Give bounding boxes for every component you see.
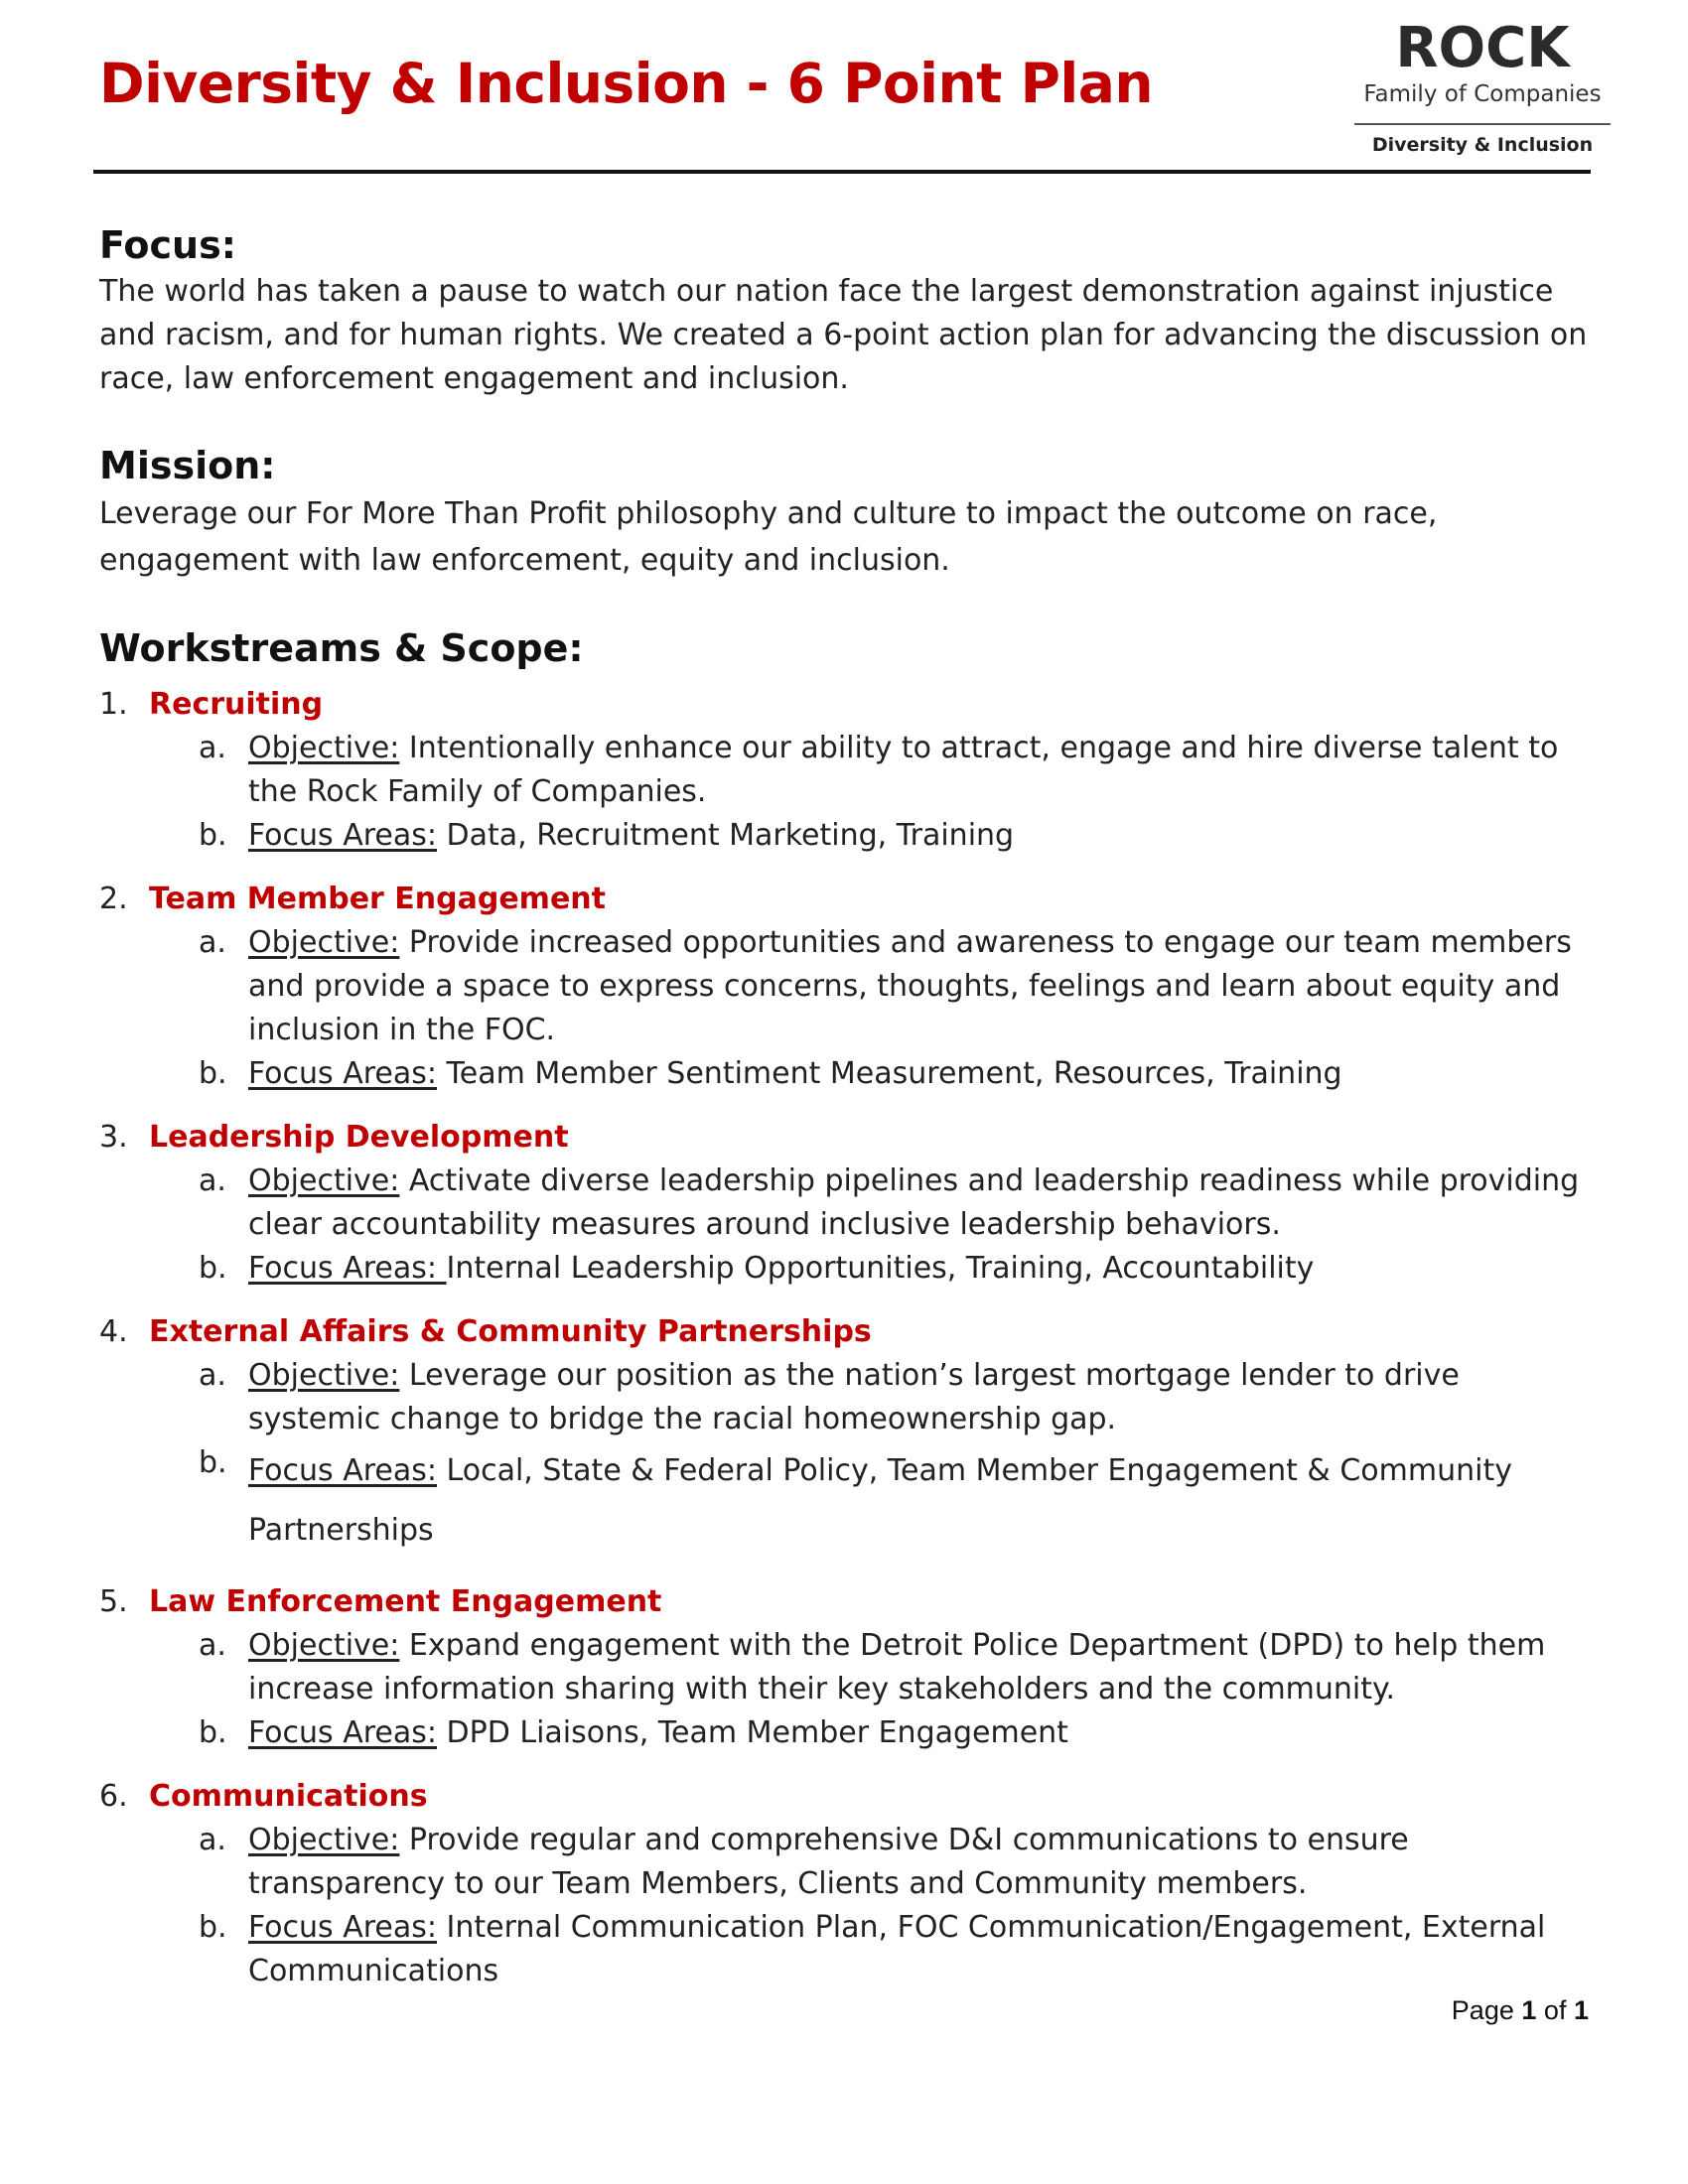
focus-areas-item bbox=[99, 1906, 1589, 1993]
objective-text: Leverage our position as the nation’s largest mortgage lender to drive systemic change to bridge the racial homeownership gap. bbox=[248, 1358, 1460, 1436]
logo-divider bbox=[1354, 123, 1611, 125]
workstream-title: Recruiting bbox=[149, 687, 324, 722]
workstream-title: Communications bbox=[149, 1779, 428, 1814]
header-divider bbox=[93, 170, 1591, 174]
rock-logo bbox=[1348, 18, 1617, 159]
focus-areas-item bbox=[99, 1441, 1589, 1561]
objective-text: Intentionally enhance our ability to attract, engage and hire diverse talent to the Rock Family of Companies. bbox=[248, 731, 1559, 809]
logo-tagline: Family of Companies bbox=[1363, 81, 1602, 107]
mission-heading: Mission: bbox=[99, 444, 276, 487]
objective-text: Provide regular and comprehensive D&I communications to ensure transparency to our Team Members, Clients and Community members. bbox=[248, 1823, 1409, 1901]
workstream-number: 5. bbox=[99, 1584, 128, 1619]
sub-letter: b. bbox=[199, 1715, 227, 1750]
workstream-title: Law Enforcement Engagement bbox=[149, 1584, 662, 1619]
sub-letter: b. bbox=[199, 1251, 227, 1286]
logo-brand: ROCK bbox=[1395, 16, 1570, 80]
sub-letter: a. bbox=[199, 1358, 226, 1393]
workstream-item bbox=[99, 1310, 1589, 1561]
focus-areas-text: Internal Leadership Opportunities, Training, Accountability bbox=[446, 1251, 1315, 1286]
workstream-item bbox=[99, 878, 1589, 1096]
workstream-number: 1. bbox=[99, 687, 128, 722]
workstream-details bbox=[99, 1354, 1589, 1561]
focus-section bbox=[99, 220, 1589, 401]
objective-item bbox=[99, 1354, 1589, 1441]
workstreams-heading: Workstreams & Scope: bbox=[99, 626, 584, 670]
focus-text: The world has taken a pause to watch our nation face the largest demonstration against injustice and racism, and for human rights. We created a 6-point action plan for advancing the discussion on race, law enforcement engagement and inclusion. bbox=[99, 274, 1588, 396]
sub-letter: a. bbox=[199, 925, 226, 960]
sub-letter: a. bbox=[199, 731, 226, 765]
workstream-details bbox=[99, 921, 1589, 1096]
page-total: 1 bbox=[1573, 1995, 1589, 2025]
focus-areas-label: Focus Areas: bbox=[248, 1251, 447, 1286]
document-title: Diversity & Inclusion - 6 Point Plan bbox=[99, 52, 1154, 115]
focus-heading: Focus: bbox=[99, 223, 236, 267]
focus-areas-label: Focus Areas: bbox=[248, 1715, 437, 1750]
objective-item bbox=[99, 1160, 1589, 1247]
workstream-number: 2. bbox=[99, 882, 128, 916]
focus-areas-text: Internal Communication Plan, FOC Communication/Engagement, External Communications bbox=[248, 1910, 1546, 1988]
objective-text: Activate diverse leadership pipelines and leadership readiness while providing clear accountability measures around inclusive leadership behaviors. bbox=[248, 1163, 1580, 1242]
focus-areas-item bbox=[99, 814, 1589, 858]
workstream-item bbox=[99, 683, 1589, 858]
objective-label: Objective: bbox=[248, 1163, 400, 1198]
page-of: of bbox=[1543, 1995, 1567, 2025]
objective-item bbox=[99, 1819, 1589, 1906]
sub-letter: b. bbox=[199, 1445, 227, 1480]
workstream-number: 6. bbox=[99, 1779, 128, 1814]
focus-areas-item bbox=[99, 1052, 1589, 1096]
workstream-details bbox=[99, 1819, 1589, 1993]
workstream-item bbox=[99, 1116, 1589, 1291]
workstream-number: 3. bbox=[99, 1120, 128, 1155]
sub-letter: a. bbox=[199, 1823, 226, 1857]
page-number bbox=[1430, 1995, 1589, 2026]
page-current: 1 bbox=[1521, 1995, 1537, 2025]
focus-areas-label: Focus Areas: bbox=[248, 1056, 437, 1091]
objective-label: Objective: bbox=[248, 1358, 400, 1393]
workstream-title: External Affairs & Community Partnerships bbox=[149, 1314, 872, 1349]
objective-text: Provide increased opportunities and awareness to engage our team members and provide a space to express concerns, thoughts, feelings and learn about equity and inclusion in the FOC. bbox=[248, 925, 1572, 1047]
workstream-title: Team Member Engagement bbox=[149, 882, 606, 916]
objective-label: Objective: bbox=[248, 1823, 400, 1857]
page-word: Page bbox=[1451, 1995, 1514, 2025]
focus-areas-item bbox=[99, 1247, 1589, 1291]
sub-letter: b. bbox=[199, 818, 227, 853]
focus-areas-item bbox=[99, 1711, 1589, 1755]
focus-areas-text: DPD Liaisons, Team Member Engagement bbox=[437, 1715, 1068, 1750]
objective-item bbox=[99, 1624, 1589, 1711]
focus-areas-label: Focus Areas: bbox=[248, 1453, 437, 1488]
workstream-details bbox=[99, 727, 1589, 858]
focus-areas-label: Focus Areas: bbox=[248, 818, 437, 853]
workstreams-list bbox=[99, 683, 1589, 1993]
workstream-title: Leadership Development bbox=[149, 1120, 569, 1155]
mission-section bbox=[99, 441, 1589, 584]
focus-areas-label: Focus Areas: bbox=[248, 1910, 437, 1945]
sub-letter: a. bbox=[199, 1628, 226, 1663]
objective-text: Expand engagement with the Detroit Police Department (DPD) to help them increase information sharing with their key stakeholders and the community. bbox=[248, 1628, 1546, 1706]
workstreams-section bbox=[99, 623, 1589, 1993]
sub-letter: a. bbox=[199, 1163, 226, 1198]
workstream-item bbox=[99, 1775, 1589, 1993]
workstream-number: 4. bbox=[99, 1314, 128, 1349]
mission-text: Leverage our For More Than Profit philosophy and culture to impact the outcome on race, engagement with law enforcement, equity and inclusion. bbox=[99, 496, 1438, 578]
workstream-item bbox=[99, 1580, 1589, 1755]
sub-letter: b. bbox=[199, 1910, 227, 1945]
objective-item bbox=[99, 727, 1589, 814]
document-body bbox=[99, 220, 1589, 2013]
workstream-details bbox=[99, 1624, 1589, 1755]
focus-areas-text: Data, Recruitment Marketing, Training bbox=[437, 818, 1015, 853]
workstream-details bbox=[99, 1160, 1589, 1291]
logo-subtitle: Diversity & Inclusion bbox=[1371, 134, 1594, 156]
focus-areas-text: Local, State & Federal Policy, Team Member Engagement & Community Partnerships bbox=[248, 1453, 1512, 1548]
objective-label: Objective: bbox=[248, 731, 400, 765]
sub-letter: b. bbox=[199, 1056, 227, 1091]
objective-item bbox=[99, 921, 1589, 1052]
focus-areas-text: Team Member Sentiment Measurement, Resources, Training bbox=[437, 1056, 1342, 1091]
objective-label: Objective: bbox=[248, 1628, 400, 1663]
objective-label: Objective: bbox=[248, 925, 400, 960]
